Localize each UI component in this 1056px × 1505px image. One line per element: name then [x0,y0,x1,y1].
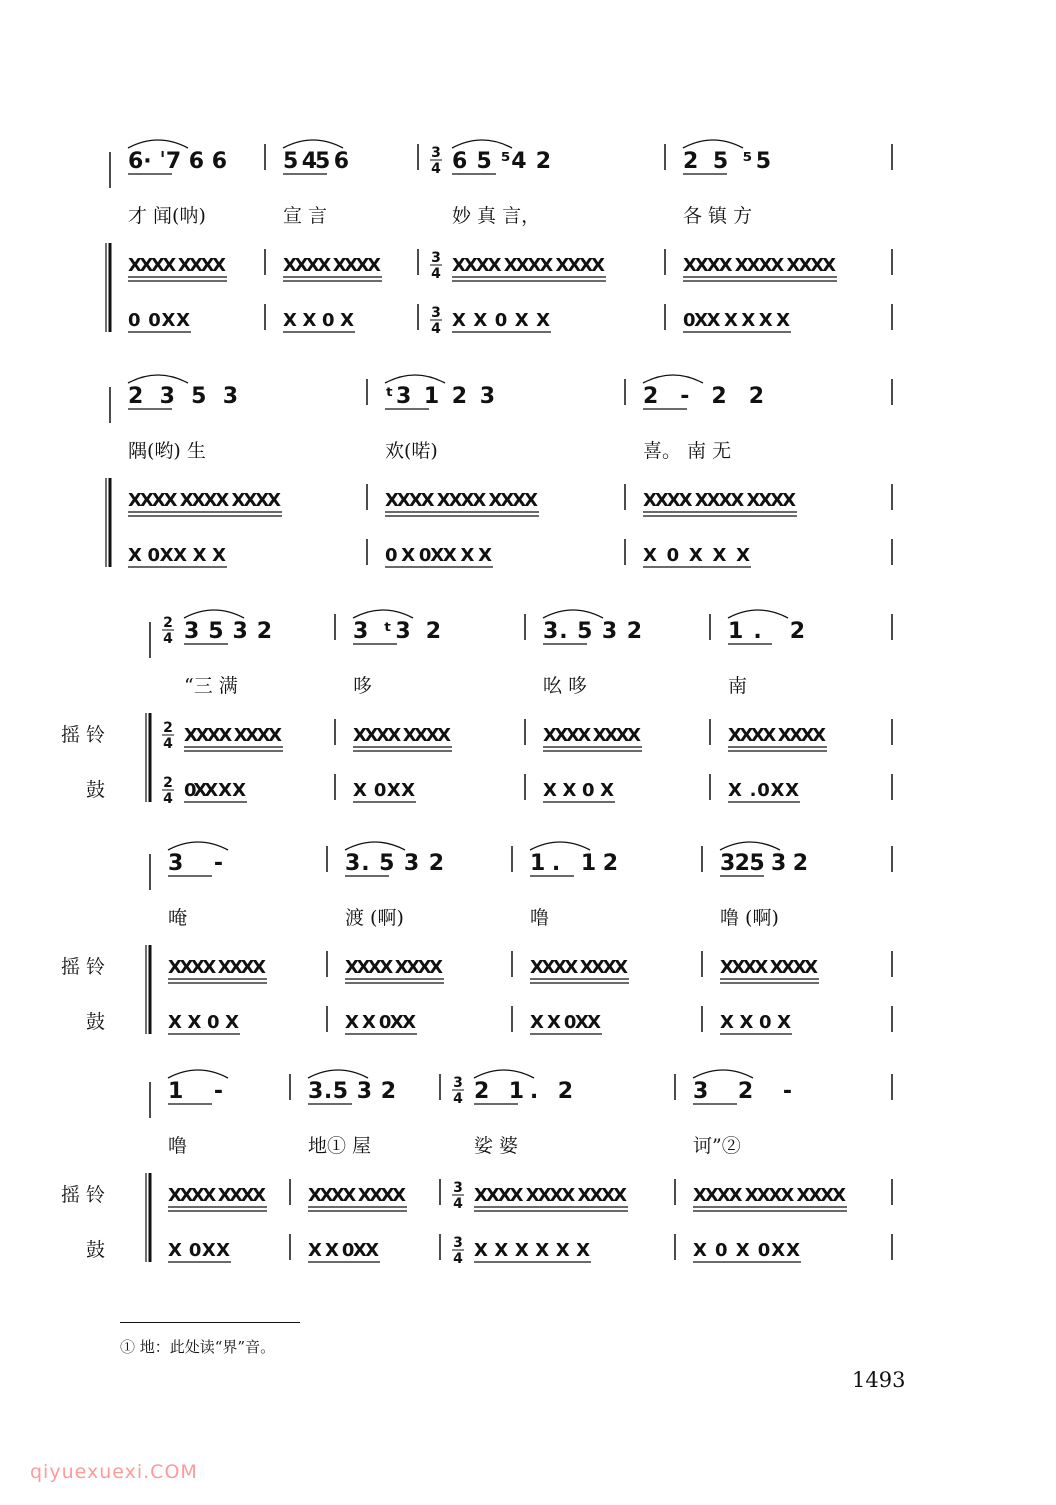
bell-pattern: XXXX XXXX XXXX [643,490,797,511]
time-sig-den: 4 [431,321,441,337]
melody-notes: 6· ˈ7 6 6 [128,149,227,174]
bell-pattern: XXXX XXXX XXXX [128,490,282,511]
melody-notes: 3 5 3 2 [184,619,272,644]
time-sig-den: 4 [453,1251,463,1267]
drum-pattern: 0XX X X [184,780,247,801]
bell-pattern: XXXX XXXX [128,255,227,276]
drum-pattern: X X 0 X X [452,310,551,331]
lyrics: 地① 屋 [308,1135,372,1157]
bell-pattern: XXXX XXXX XXXX [452,255,606,276]
slur [720,842,780,850]
slur [474,1070,534,1078]
instrument-label-bell: 摇 铃 [60,956,105,978]
melody-notes: 3. 5 3 2 [543,619,642,644]
melody-notes: 6 5 ⁵4 2 [452,149,551,174]
lyrics: 唵 [168,907,188,929]
melody-notes: 1. 2 [728,619,805,644]
time-sig-num: 3 [453,1075,463,1091]
melody-notes: ᵗ3 1 2 3 [385,384,495,409]
melody-notes: 2 5 ⁵5 [683,149,771,174]
drum-pattern: X X 0 X [720,1012,792,1033]
melody-notes: 2 - 2 2 [643,384,764,409]
drum-pattern: X X 0 X [283,310,355,331]
drum-pattern: X X 0XX [308,1240,380,1261]
drum-pattern: X X 0XX [530,1012,602,1033]
slur [683,140,743,148]
drum-pattern: X X X X X X [474,1240,591,1261]
melody-notes: 3. 5 3 2 [345,851,444,876]
time-sig-den: 4 [163,791,173,807]
drum-pattern: 0 0XX [128,310,191,331]
melody-notes: 3.5 3 2 [308,1079,396,1104]
instrument-label-drum: 鼓 [85,1239,105,1261]
drum-pattern: X 0XX [168,1240,231,1261]
slur [728,610,788,618]
bell-pattern: XXXX XXXX [530,957,629,978]
melody-notes: 2 3 5 3 [128,384,238,409]
slur [643,375,703,383]
drum-pattern: X 0XX X X [128,545,227,566]
lyrics: 噜 [168,1135,188,1157]
lyrics: 诃”② [693,1135,741,1157]
drum-pattern: X X 0 X [168,1012,240,1033]
melody-notes: 3 - [168,851,223,876]
bell-pattern: XXXX XXXX [168,1185,267,1206]
slur [184,610,244,618]
footnote: ① 地：此处读“界”音。 [120,1338,276,1356]
bell-pattern: XXXX XXXX XXXX [385,490,539,511]
slur [345,842,405,850]
time-sig-den: 4 [163,631,173,647]
time-sig-num: 3 [431,250,441,266]
bell-pattern: XXXX XXXX [728,725,827,746]
lyrics: 娑 婆 [474,1135,519,1157]
melody-notes: 2 1. 2 [474,1079,573,1104]
time-sig-num: 3 [431,305,441,321]
footnote-rule [120,1322,300,1323]
time-sig-den: 4 [431,266,441,282]
bell-pattern: XXXX XXXX [184,725,283,746]
slur [530,842,590,850]
drum-pattern: X 0 X 0XX [693,1240,801,1261]
lyrics: 噜 (啊) [720,907,779,929]
lyrics: 才 闻(呐) [128,205,206,227]
lyrics: 隅(哟) 生 [128,440,206,462]
drum-pattern: X X 0XX [345,1012,417,1033]
drum-pattern: X X 0 X [543,780,615,801]
bell-pattern: XXXX XXXX XXXX [693,1185,847,1206]
lyrics: “三 满 [184,675,238,697]
lyrics: 妙 真 言， [452,205,541,227]
page-number: 1493 [852,1368,906,1392]
time-sig-den: 4 [163,736,173,752]
melody-notes: 1 - [168,1079,223,1104]
melody-notes: 1. 12 [530,851,618,876]
instrument-label-bell: 摇 铃 [60,724,105,746]
drum-pattern: X 0XX [353,780,416,801]
lyrics: 欢(喏) [385,440,438,462]
time-sig-num: 2 [163,720,173,736]
time-sig-num: 3 [431,145,441,161]
slur [168,1070,228,1078]
drum-pattern: 0 X 0XX X X [385,545,493,566]
slur [128,140,188,148]
bell-pattern: XXXX XXXX [720,957,819,978]
slur [693,1070,753,1078]
time-sig-num: 3 [453,1180,463,1196]
slur [543,610,603,618]
lyrics: 各 镇 方 [683,205,753,227]
lyrics: 噜 [530,907,550,929]
lyrics: 宣 言 [283,205,328,227]
slur [308,1070,368,1078]
watermark: qiyuexuexi.COM [30,1461,198,1483]
melody-notes: 3 2 - [693,1079,792,1104]
instrument-label-bell: 摇 铃 [60,1184,105,1206]
time-sig-num: 2 [163,775,173,791]
slur [128,375,188,383]
melody-notes: 5 45 6 [283,149,349,174]
instrument-label-drum: 鼓 [85,1011,105,1033]
slur [283,140,343,148]
bell-pattern: XXXX XXXX [283,255,382,276]
lyrics: 南 [728,675,748,697]
lyrics: 喜。 南 无 [643,440,732,462]
slur [353,610,413,618]
time-sig-num: 3 [453,1235,463,1251]
melody-notes: 325 3 2 [720,851,808,876]
time-sig-den: 4 [431,161,441,177]
slur [168,842,228,850]
bell-pattern: XXXX XXXX [353,725,452,746]
instrument-label-drum: 鼓 [85,779,105,801]
bell-pattern: XXXX XXXX [308,1185,407,1206]
time-sig-den: 4 [453,1091,463,1107]
bell-pattern: XXXX XXXX XXXX [683,255,837,276]
lyrics: 渡 (啊) [345,907,404,929]
melody-notes: 3 ᵗ3 2 [353,619,441,644]
bell-pattern: XXXX XXXX XXXX [474,1185,628,1206]
bell-pattern: XXXX XXXX [543,725,642,746]
lyrics: 哆 [353,675,373,697]
drum-pattern: 0XX X X X X [683,310,791,331]
bell-pattern: XXXX XXXX [345,957,444,978]
bell-pattern: XXXX XXXX [168,957,267,978]
time-sig-num: 2 [163,615,173,631]
time-sig-den: 4 [453,1196,463,1212]
lyrics: 吆 哆 [543,675,588,697]
drum-pattern: X .0XX [728,780,800,801]
slur [385,375,445,383]
slur [452,140,512,148]
drum-pattern: X 0 X X X [643,545,751,566]
